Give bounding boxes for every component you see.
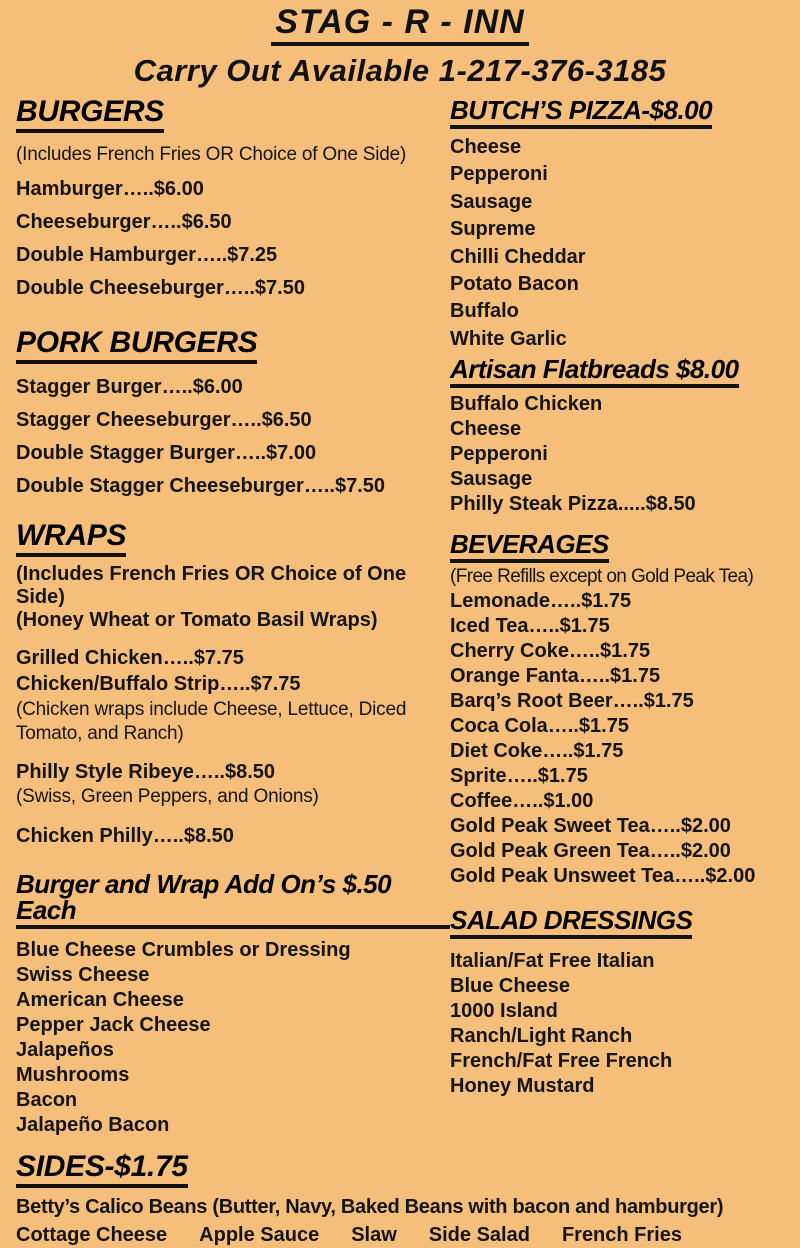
menu-item: Double Stagger Cheeseburger…..$7.50 (16, 475, 386, 497)
menu-item: Apple Sauce (199, 1224, 320, 1246)
menu-item: 1000 Island (450, 1000, 558, 1023)
menu-item: Honey Mustard (450, 1075, 595, 1098)
salad-dressings-items (450, 949, 776, 1099)
menu-title: STAG - R - INN (271, 5, 528, 46)
add-ons-items (16, 938, 450, 1138)
menu-item: Stagger Burger…..$6.00 (16, 376, 243, 398)
carry-out-phone-line: Carry Out Available 1-217-376-3185 (133, 53, 667, 88)
menu-item: Pepperoni (450, 443, 548, 466)
section-burgers (16, 97, 450, 305)
menu-item: Pepper Jack Cheese (16, 1014, 211, 1036)
section-sides (0, 1152, 800, 1248)
menu-item: Sausage (450, 190, 533, 213)
menu-item: Barq’s Root Beer…..$1.75 (450, 690, 694, 713)
menu-item: Sprite…..$1.75 (450, 765, 588, 788)
menu-item: Side Salad (428, 1224, 530, 1246)
menu-item: French/Fat Free French (450, 1050, 673, 1073)
section-pork-burgers (16, 328, 450, 503)
menu-item: Chilli Cheddar (450, 245, 586, 268)
wraps-chicken-note: (Chicken wraps include Cheese, Lettuce, Diced Tomato, and Ranch) (16, 699, 407, 744)
sides-beans-line: Betty’s Calico Beans (Butter, Navy, Baked Beans with bacon and hamburger) (16, 1196, 724, 1218)
burgers-heading: BURGERS (16, 97, 164, 133)
menu-item: Coca Cola…..$1.75 (450, 715, 629, 738)
menu-item: Buffalo (450, 300, 519, 323)
menu-item: Cheese (450, 418, 522, 441)
section-butchs-pizza (450, 97, 776, 353)
left-column (0, 97, 450, 1138)
beverages-heading: BEVERAGES (450, 531, 609, 563)
beverages-items (450, 589, 776, 889)
menu-item: Philly Style Ribeye…..$8.50 (16, 761, 276, 783)
menu-item: Gold Peak Unsweet Tea…..$2.00 (450, 865, 756, 888)
menu-item: Cheese (450, 136, 522, 158)
menu-item: Diet Coke…..$1.75 (450, 740, 624, 763)
pizza-heading: BUTCH’S PIZZA-$8.00 (450, 97, 712, 129)
menu-item: Iced Tea…..$1.75 (450, 615, 610, 638)
wraps-note-sides: (Includes French Fries OR Choice of One Side) (16, 563, 407, 608)
sides-heading: SIDES-$1.75 (16, 1152, 188, 1188)
section-salad-dressings (450, 907, 776, 1099)
menu-item: Supreme (450, 218, 536, 241)
menu-item: Mushrooms (16, 1064, 130, 1086)
menu-item: Buffalo Chicken (450, 393, 603, 416)
menu-item: French Fries (561, 1224, 682, 1246)
pork-burgers-heading: PORK BURGERS (16, 328, 257, 364)
menu-item: Italian/Fat Free Italian (450, 950, 655, 973)
menu-item: Chicken Philly…..$8.50 (16, 825, 234, 847)
menu-item: Bacon (16, 1089, 78, 1111)
menu-item: Philly Steak Pizza.....$8.50 (450, 493, 696, 516)
menu-item: Slaw (351, 1224, 397, 1246)
menu-item: Grilled Chicken…..$7.75 (16, 647, 244, 669)
menu-item: Sausage (450, 468, 533, 491)
menu-item: Stagger Cheeseburger…..$6.50 (16, 409, 312, 431)
menu-item: Blue Cheese Crumbles or Dressing (16, 939, 351, 961)
menu-item: American Cheese (16, 989, 184, 1011)
menu-item: Ranch/Light Ranch (450, 1025, 633, 1048)
menu-item: Blue Cheese (450, 975, 571, 998)
flatbreads-items (450, 392, 776, 517)
menu-item: Cheeseburger…..$6.50 (16, 211, 232, 233)
menu-item: Pepperoni (450, 163, 548, 186)
menu-columns (0, 97, 800, 1138)
salad-dressings-heading: SALAD DRESSINGS (450, 907, 692, 939)
section-flatbreads (450, 356, 776, 517)
menu-item: Double Hamburger…..$7.25 (16, 244, 278, 266)
menu-item: White Garlic (450, 327, 567, 350)
menu-item: Swiss Cheese (16, 964, 150, 986)
menu-item: Orange Fanta…..$1.75 (450, 665, 661, 688)
menu-item: Coffee…..$1.00 (450, 790, 594, 813)
menu-item: Gold Peak Green Tea…..$2.00 (450, 840, 731, 863)
menu-item: Lemonade…..$1.75 (450, 590, 632, 613)
wraps-note-breads: (Honey Wheat or Tomato Basil Wraps) (16, 609, 378, 631)
wraps-heading: WRAPS (16, 521, 126, 557)
right-column (450, 97, 784, 1138)
wraps-notes (16, 563, 450, 632)
section-add-ons (16, 871, 450, 1138)
menu-item: Hamburger…..$6.00 (16, 178, 204, 200)
menu-item: Cherry Coke…..$1.75 (450, 640, 651, 663)
menu-item: Chicken/Buffalo Strip…..$7.75 (16, 673, 301, 695)
section-wraps (16, 521, 450, 848)
beverages-note: (Free Refills except on Gold Peak Tea) (450, 566, 754, 588)
wraps-chicken-items (16, 645, 450, 697)
flatbreads-heading: Artisan Flatbreads $8.00 (450, 356, 739, 388)
menu-item: Jalapeño Bacon (16, 1114, 170, 1136)
burgers-note: (Includes French Fries OR Choice of One Side) (16, 144, 407, 165)
pork-burgers-items (16, 371, 450, 503)
wraps-philly-note: (Swiss, Green Peppers, and Onions) (16, 786, 319, 807)
menu-item: Gold Peak Sweet Tea…..$2.00 (450, 815, 731, 838)
menu-item: Double Cheeseburger…..$7.50 (16, 277, 305, 299)
section-beverages (450, 531, 776, 889)
menu-item: Double Stagger Burger…..$7.00 (16, 442, 317, 464)
menu-item: Potato Bacon (450, 273, 579, 296)
add-ons-heading: Burger and Wrap Add On’s $.50 Each (16, 871, 450, 929)
burgers-items (16, 173, 450, 305)
pizza-items (450, 134, 776, 353)
sides-items-row (16, 1222, 800, 1248)
menu-item: Cottage Cheese (16, 1224, 168, 1246)
menu-item: Jalapeños (16, 1039, 114, 1061)
menu-header (0, 5, 800, 89)
